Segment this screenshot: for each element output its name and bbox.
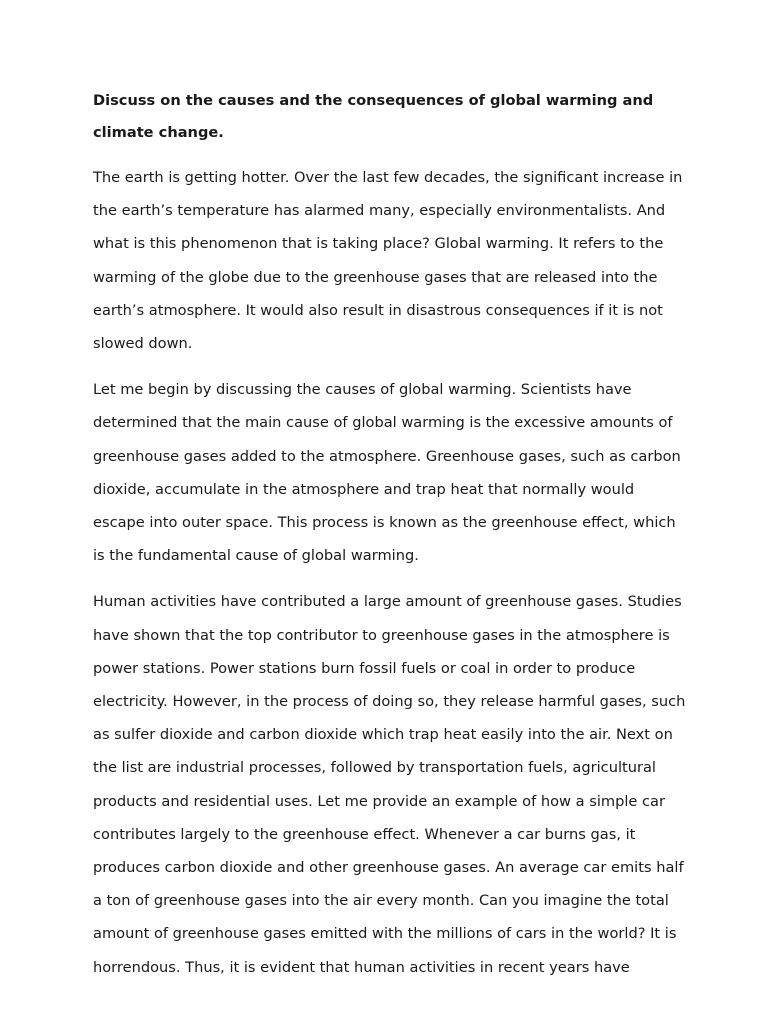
title-line: climate change. xyxy=(93,123,224,141)
text-line: greenhouse gases added to the atmosphere. Greenhouse gases, such as carbon xyxy=(93,447,681,465)
text-line: electricity. However, in the process of doing so, they release harmful gases, such xyxy=(93,693,686,711)
text-line: power stations. Power stations burn fossil fuels or coal in order to produce xyxy=(93,659,636,677)
text-line: produces carbon dioxide and other greenhouse gases. An average car emits half xyxy=(93,859,684,877)
text-line: warming of the globe due to the greenhouse gases that are released into the xyxy=(93,268,658,286)
text-line: have shown that the top contributor to greenhouse gases in the atmosphere is xyxy=(93,626,670,644)
text-line: contributes largely to the greenhouse effect. Whenever a car burns gas, it xyxy=(93,825,636,843)
text-line: the earth’s temperature has alarmed many, especially environmentalists. And xyxy=(93,202,666,220)
document-body xyxy=(93,85,686,997)
paragraph-causes xyxy=(93,373,683,572)
text-line: what is this phenomenon that is taking place? Global warming. It refers to the xyxy=(93,235,664,253)
text-line: determined that the main cause of global warming is the excessive amounts of xyxy=(93,414,673,432)
document-title xyxy=(93,85,683,148)
text-line: escape into outer space. This process is known as the greenhouse effect, which xyxy=(93,514,676,532)
text-line: horrendous. Thus, it is evident that human activities in recent years have xyxy=(93,958,630,976)
text-line: the list are industrial processes, followed by transportation fuels, agricultural xyxy=(93,759,656,777)
text-line: as sulfer dioxide and carbon dioxide which trap heat easily into the air. Next on xyxy=(93,726,673,744)
text-line: Human activities have contributed a large amount of greenhouse gases. Studies xyxy=(93,593,682,611)
text-line: slowed down. xyxy=(93,335,193,353)
title-line: Discuss on the causes and the consequences of global warming and xyxy=(93,92,654,109)
text-line: amount of greenhouse gases emitted with the millions of cars in the world? It is xyxy=(93,925,677,943)
paragraph-human-activities xyxy=(93,585,686,983)
text-line: a ton of greenhouse gases into the air every month. Can you imagine the total xyxy=(93,892,669,910)
text-line: earth’s atmosphere. It would also result in disastrous consequences if it is not xyxy=(93,301,663,319)
text-line: Let me begin by discussing the causes of global warming. Scientists have xyxy=(93,381,632,399)
text-line: The earth is getting hotter. Over the last few decades, the significant increase in xyxy=(93,169,683,186)
text-line: products and residential uses. Let me provide an example of how a simple car xyxy=(93,792,665,810)
paragraph-intro xyxy=(93,161,683,360)
text-line: is the fundamental cause of global warming. xyxy=(93,547,419,565)
text-line: dioxide, accumulate in the atmosphere and trap heat that normally would xyxy=(93,480,635,498)
